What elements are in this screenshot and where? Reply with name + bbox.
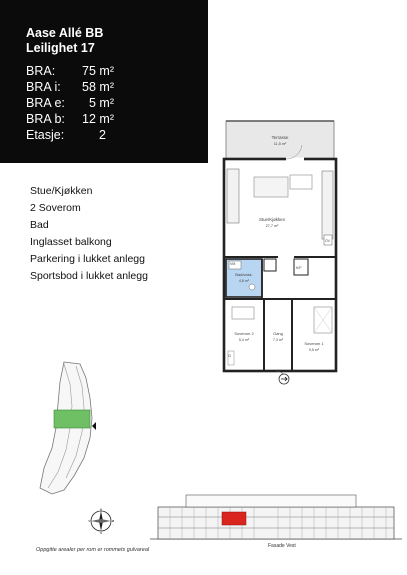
facade-elevation [150,485,402,541]
bath-area-label: 4,8 m² [238,279,250,283]
facade-label: Fasade Vest [268,543,296,549]
terrace-area [226,121,334,159]
sofa [254,177,288,197]
spec-value: 75 m² [82,64,114,78]
bath-label: Bad/vask. [235,272,253,277]
feature-item: Stue/Kjøkken [30,185,93,197]
spec-value: 2 [99,128,106,142]
spec-row-bra [26,64,114,80]
terrace-label: Terrasse [271,135,289,140]
area-footnote: Oppgitte arealer per rom er rommets gulvareal [36,547,150,553]
floor-plan [218,115,342,390]
facade-unit-highlight [222,512,246,525]
site-entrance-marker [92,422,96,430]
project-title: Aase Allé BB [26,26,104,40]
compass-n: N [99,508,103,512]
kitchen-counter [227,169,239,223]
vm-label: VM [230,262,236,266]
feature-item: Inglasset balkong [30,236,112,248]
spec-value: 58 m² [82,80,114,94]
living-area-label: 27,7 m² [265,224,279,228]
spec-value: 5 m² [89,96,114,110]
compass-s: S [99,530,103,534]
site-plan [30,358,120,498]
facade-top-floor [186,495,356,507]
spec-label: Etasje: [26,128,65,142]
header-panel [0,0,208,163]
kf-label: K/F [296,266,302,270]
storage-closet [264,259,276,271]
bed-room2 [232,307,254,319]
g-label: G [228,354,231,358]
spec-label: BRA e: [26,96,65,110]
bed1-label: Soverom 1 [304,341,324,346]
compass-icon [88,508,114,534]
bed2-area-label: 5,4 m² [238,338,250,342]
facade-body [158,507,394,539]
feature-list [30,183,148,285]
compass-needle [91,519,111,523]
compass-w: V [88,519,91,523]
spec-row-bra-i [26,80,114,96]
feature-item: Bad [30,219,49,231]
spec-label: BRA i: [26,80,61,94]
bed2-label: Soverom 2 [234,331,254,336]
hall-label: Gang [273,331,283,336]
feature-item: 2 Soverom [30,202,81,214]
spec-value: 12 m² [82,112,114,126]
spec-label: BRA b: [26,112,65,126]
unit-subtitle: Leilighet 17 [26,41,95,55]
site-unit-highlight [54,410,90,428]
toilet [249,284,255,290]
feature-item: Parkering i lukket anlegg [30,253,145,265]
dining-table [290,175,312,189]
bed1-area-label: 9,5 m² [308,348,320,352]
compass-e: Ø [111,519,114,523]
living-label: Stue/Kjøkken [258,217,286,222]
spec-row-etasje [26,128,114,144]
hall-area-label: 7,3 m² [272,338,284,342]
spec-row-bra-b [26,112,114,128]
feature-item: Sportsbod i lukket anlegg [30,270,148,282]
terrace-area-label: 11,5 m² [273,142,287,146]
kitchen-counter-right [322,171,333,239]
spec-row-bra-e [26,96,114,112]
dw-label: OV [325,239,330,243]
spec-label: BRA: [26,64,56,78]
